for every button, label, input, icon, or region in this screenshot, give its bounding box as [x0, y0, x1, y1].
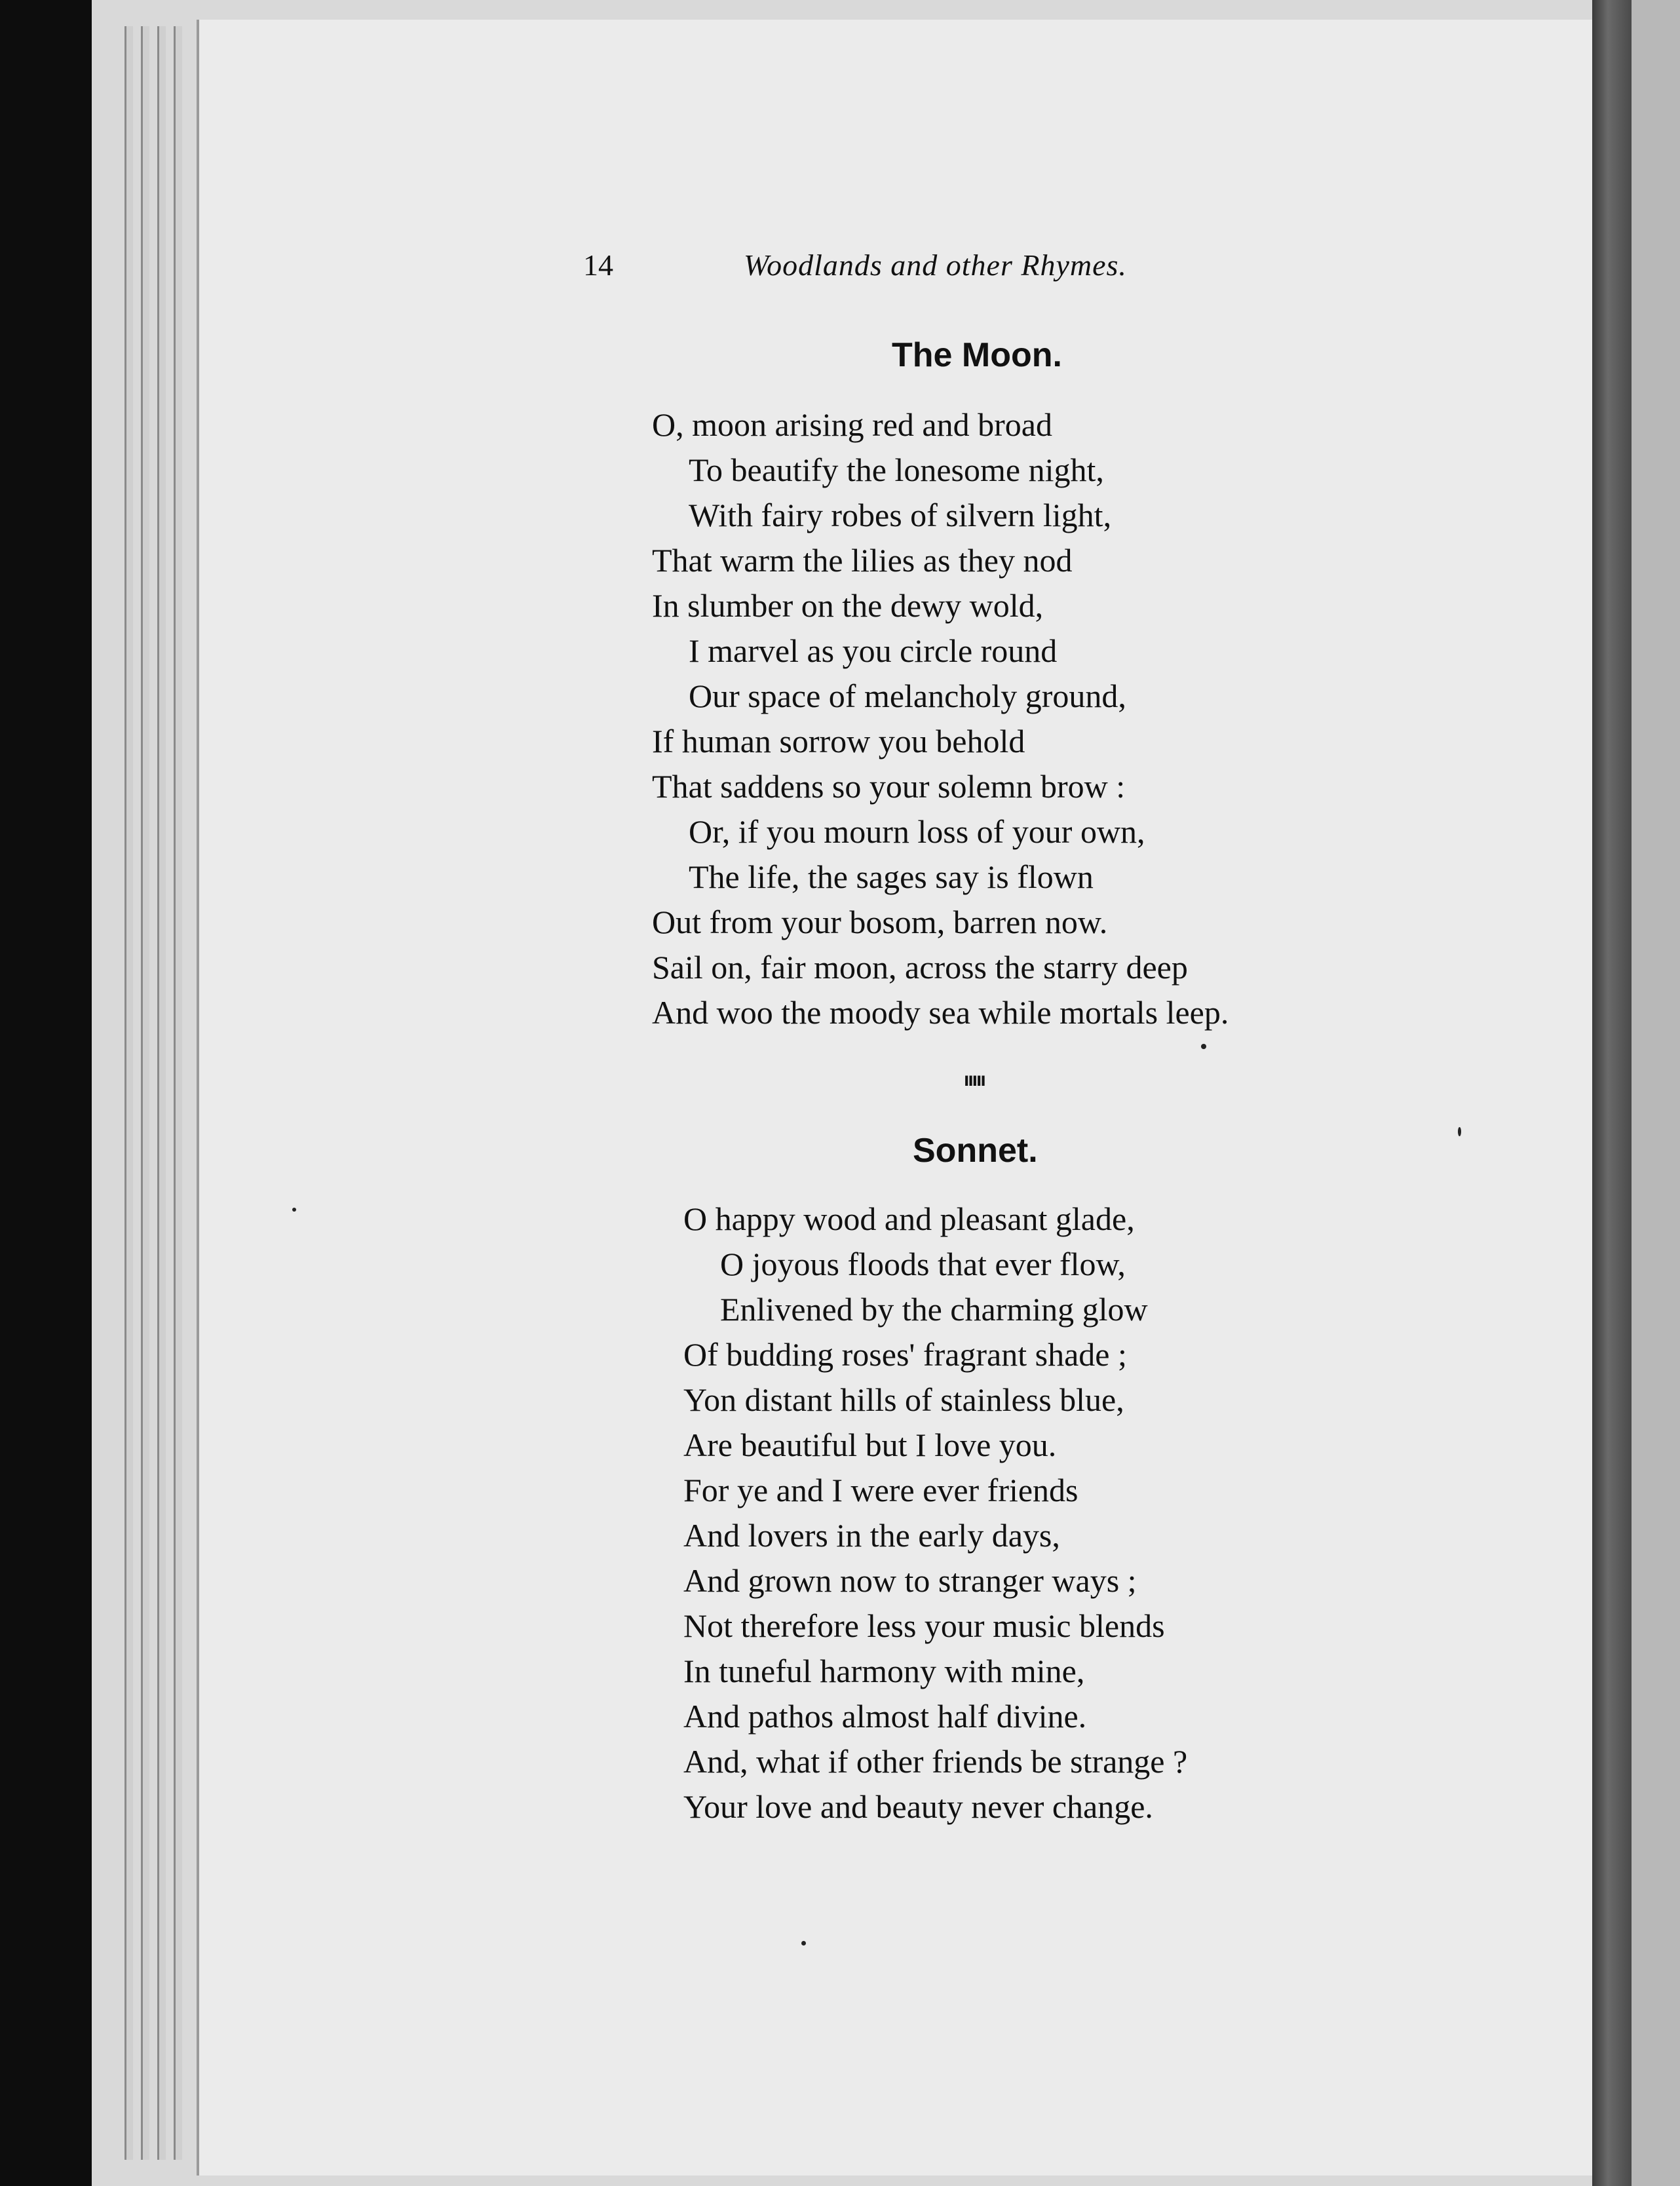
running-head [583, 248, 1245, 294]
poem-line: Out from your bosom, barren now. [652, 904, 1108, 940]
ink-speck [292, 1208, 296, 1212]
page-edge [141, 26, 149, 2160]
poem-line: The life, the sages say is flown [689, 858, 1094, 895]
poem-title-sonnet: Sonnet. [913, 1132, 1038, 1170]
poem-line: To beautify the lonesome night, [689, 451, 1104, 488]
poem-line: I marvel as you circle round [689, 632, 1058, 669]
book-title: Woodlands and other Rhymes. [744, 248, 1127, 282]
ink-speck [1201, 1044, 1206, 1049]
poem-line: In slumber on the dewy wold, [652, 587, 1044, 624]
poem-line: That saddens so your solemn brow : [652, 768, 1126, 805]
poem-line: Of budding roses' fragrant shade ; [683, 1336, 1127, 1373]
poem-line: Enlivened by the charming glow [720, 1291, 1148, 1328]
poem-line: That warm the lilies as they nod [652, 542, 1073, 579]
poem-line: O happy wood and pleasant glade, [683, 1200, 1135, 1237]
page-edge [157, 26, 166, 2160]
ink-speck [801, 1941, 806, 1946]
poem-line: And grown now to stranger ways ; [683, 1562, 1137, 1599]
poem-line: With fairy robes of silvern light, [689, 497, 1112, 533]
poem-line: And lovers in the early days, [683, 1517, 1060, 1554]
poem-moon [652, 402, 1229, 1035]
book-gutter [1592, 0, 1632, 2186]
page-number: 14 [583, 248, 613, 282]
poem-line: And woo the moody sea while mortals leep. [652, 994, 1229, 1031]
poem-line: Are beautiful but I love you. [683, 1427, 1057, 1463]
poem-line: Your love and beauty never change. [683, 1788, 1153, 1825]
poem-line: Our space of melancholy ground, [689, 678, 1126, 714]
poem-line: O joyous floods that ever flow, [720, 1246, 1126, 1282]
poem-title-moon: The Moon. [892, 336, 1062, 374]
scan-left-border [0, 0, 92, 2186]
page-edge [124, 26, 133, 2160]
poem-line: Yon distant hills of stainless blue, [683, 1381, 1124, 1418]
ink-speck [1458, 1127, 1461, 1136]
poem-sonnet [683, 1197, 1187, 1830]
poem-line: And pathos almost half divine. [683, 1698, 1087, 1735]
poem-line: In tuneful harmony with mine, [683, 1653, 1085, 1689]
poem-line: O, moon arising red and broad [652, 406, 1052, 443]
poem-line: For ye and I were ever friends [683, 1472, 1079, 1508]
facing-page-edge [1632, 0, 1680, 2186]
poem-line: If human sorrow you behold [652, 723, 1025, 759]
page-edge [174, 26, 182, 2160]
poem-line: And, what if other friends be strange ? [683, 1743, 1188, 1780]
section-divider: ııııı [964, 1069, 985, 1090]
poem-line: Sail on, fair moon, across the starry deep [652, 949, 1188, 986]
poem-line: Or, if you mourn loss of your own, [689, 813, 1145, 850]
poem-line: Not therefore less your music blends [683, 1607, 1165, 1644]
